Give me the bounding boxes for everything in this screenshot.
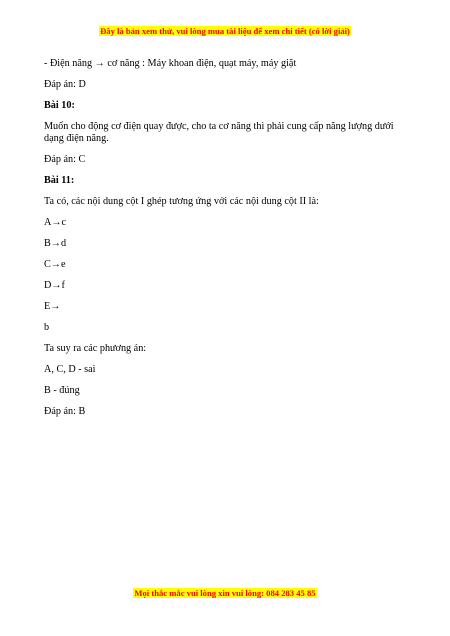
- text-line: Muốn cho động cơ điện quay được, cho ta cơ năng thì phải cung cấp năng lượng dưới dạng điện năng.: [44, 121, 394, 144]
- contact-text: Mọi thắc mắc vui lòng xin vui lòng: 084 283 45 85: [134, 588, 316, 598]
- text-line: Ta có, các nội dung cột I ghép tương ứng với các nội dung cột II là:: [44, 196, 319, 207]
- answer-line: Đáp án: B: [44, 406, 86, 417]
- preview-notice-text: Đây là bản xem thử, vui lòng mua tài liệu để xem chi tiết (có lời giải): [100, 26, 350, 36]
- text-line: B - đúng: [44, 385, 80, 396]
- answer-line: Đáp án: D: [44, 79, 86, 90]
- text-line: Ta suy ra các phương án:: [44, 343, 147, 354]
- match-line: E→: [44, 301, 61, 312]
- match-line: b: [44, 322, 50, 333]
- exercise-heading: Bài 10:: [44, 100, 75, 111]
- preview-notice-header: [0, 26, 450, 36]
- match-line: A→c: [44, 217, 67, 228]
- match-line: C→e: [44, 259, 66, 270]
- text-line: A, C, D - sai: [44, 364, 96, 375]
- match-line: D→f: [44, 280, 65, 291]
- match-line: B→d: [44, 238, 67, 249]
- document-body: [44, 58, 414, 427]
- answer-line: Đáp án: C: [44, 154, 86, 165]
- text-line: - Điện năng → cơ năng : Máy khoan điện, quạt máy, máy giặt: [44, 58, 297, 69]
- exercise-heading: Bài 11:: [44, 175, 75, 186]
- contact-footer: [0, 588, 450, 598]
